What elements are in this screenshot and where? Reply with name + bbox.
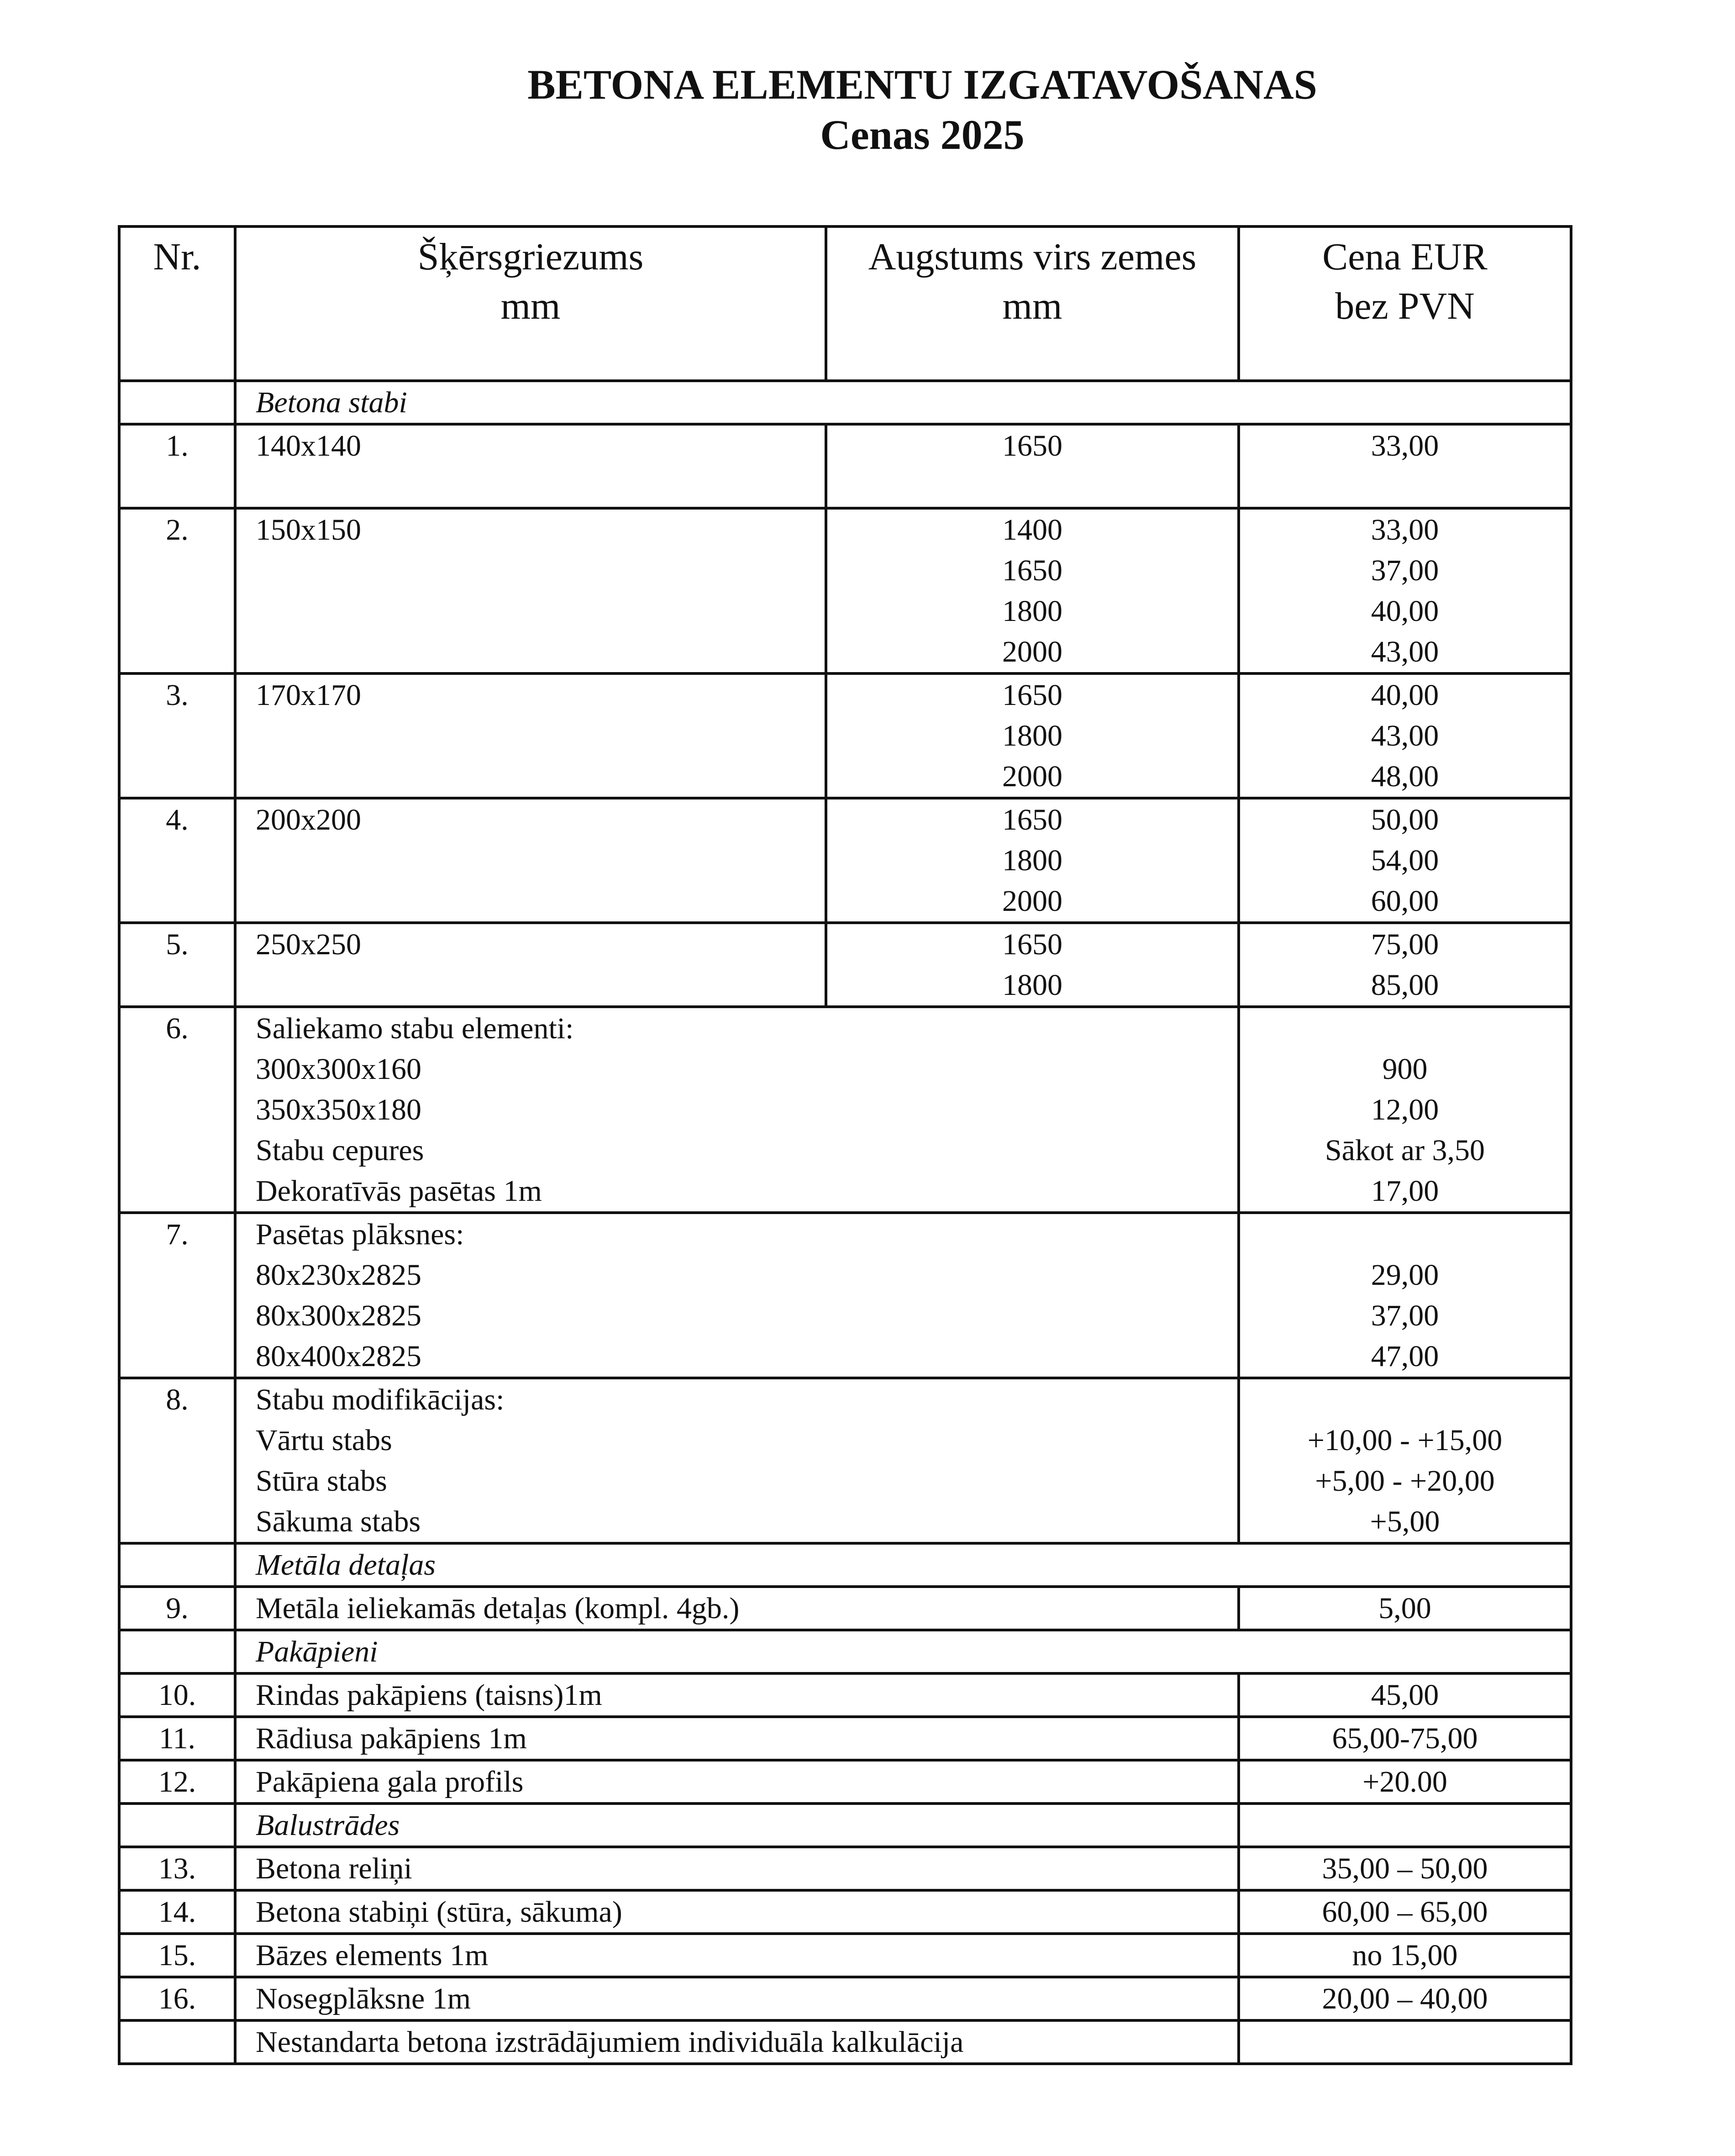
row-nr: 4. xyxy=(119,798,235,923)
table-row xyxy=(119,1213,1571,1378)
row-price: 60,00 – 65,00 xyxy=(1239,1890,1571,1934)
table-row xyxy=(119,1977,1571,2020)
note-text: Nestandarta betona izstrādājumiem individuāla kalkulācija xyxy=(235,2020,1239,2064)
row-nr: 10. xyxy=(119,1673,235,1717)
row-nr: 13. xyxy=(119,1847,235,1890)
row-prices: 33,00 xyxy=(1239,424,1571,508)
row-nr: 15. xyxy=(119,1934,235,1977)
row-section: 170x170 xyxy=(235,673,826,798)
row-nr: 5. xyxy=(119,923,235,1007)
row-prices: +10,00 - +15,00 +5,00 - +20,00 +5,00 xyxy=(1239,1378,1571,1543)
table-row xyxy=(119,1717,1571,1760)
row-prices: 29,00 37,00 47,00 xyxy=(1239,1213,1571,1378)
row-nr: 1. xyxy=(119,424,235,508)
row-section: 200x200 xyxy=(235,798,826,923)
table-row xyxy=(119,673,1571,798)
document-title xyxy=(0,59,1735,160)
table-row xyxy=(119,508,1571,673)
row-price: no 15,00 xyxy=(1239,1934,1571,1977)
table-row xyxy=(119,1890,1571,1934)
title-line-1: BETONA ELEMENTU IZGATAVOŠANAS xyxy=(527,61,1317,108)
row-text: Stabu modifikācijas: Vārtu stabs Stūra stabs Sākuma stabs xyxy=(235,1378,1239,1543)
section-pakapieni: Pakāpieni xyxy=(235,1630,1571,1673)
note-row xyxy=(119,2020,1571,2064)
section-row xyxy=(119,1804,1571,1847)
row-prices: 900 12,00 Sākot ar 3,50 17,00 xyxy=(1239,1007,1571,1213)
section-betona-stabi: Betona stabi xyxy=(235,381,1571,424)
title-line-2: Cenas 2025 xyxy=(820,111,1025,158)
table-row xyxy=(119,1007,1571,1213)
row-heights: 1650 1800 2000 xyxy=(826,673,1239,798)
header-section: Šķērsgriezums mm xyxy=(235,226,826,381)
row-text: Bāzes elements 1m xyxy=(235,1934,1239,1977)
section-metala-detalas: Metāla detaļas xyxy=(235,1543,1571,1587)
row-heights: 1650 xyxy=(826,424,1239,508)
price-table xyxy=(118,225,1572,2065)
row-nr: 12. xyxy=(119,1760,235,1804)
row-nr: 6. xyxy=(119,1007,235,1213)
section-row xyxy=(119,1630,1571,1673)
row-price: 45,00 xyxy=(1239,1673,1571,1717)
row-text: Rādiusa pakāpiens 1m xyxy=(235,1717,1239,1760)
table-row xyxy=(119,798,1571,923)
row-prices: 33,00 37,00 40,00 43,00 xyxy=(1239,508,1571,673)
row-heights: 1650 1800 2000 xyxy=(826,798,1239,923)
table-row xyxy=(119,424,1571,508)
row-prices: 50,00 54,00 60,00 xyxy=(1239,798,1571,923)
row-price: +20.00 xyxy=(1239,1760,1571,1804)
row-nr: 14. xyxy=(119,1890,235,1934)
section-balustrades: Balustrādes xyxy=(235,1804,1239,1847)
row-nr: 3. xyxy=(119,673,235,798)
row-section: 250x250 xyxy=(235,923,826,1007)
header-height: Augstums virs zemes mm xyxy=(826,226,1239,381)
row-nr: 8. xyxy=(119,1378,235,1543)
row-nr: 16. xyxy=(119,1977,235,2020)
table-row xyxy=(119,1847,1571,1890)
row-text: Nosegplāksne 1m xyxy=(235,1977,1239,2020)
row-nr: 2. xyxy=(119,508,235,673)
row-text: Rindas pakāpiens (taisns)1m xyxy=(235,1673,1239,1717)
header-nr: Nr. xyxy=(119,226,235,381)
header-price: Cena EUR bez PVN xyxy=(1239,226,1571,381)
row-prices: 40,00 43,00 48,00 xyxy=(1239,673,1571,798)
table-row xyxy=(119,1673,1571,1717)
row-nr: 9. xyxy=(119,1587,235,1630)
row-text: Pakāpiena gala profils xyxy=(235,1760,1239,1804)
row-price: 20,00 – 40,00 xyxy=(1239,1977,1571,2020)
table-row xyxy=(119,1587,1571,1630)
row-nr: 11. xyxy=(119,1717,235,1760)
table-row xyxy=(119,1378,1571,1543)
row-heights: 1650 1800 xyxy=(826,923,1239,1007)
row-text: Betona stabiņi (stūra, sākuma) xyxy=(235,1890,1239,1934)
row-nr: 7. xyxy=(119,1213,235,1378)
section-row xyxy=(119,381,1571,424)
row-prices: 75,00 85,00 xyxy=(1239,923,1571,1007)
row-heights: 1400 1650 1800 2000 xyxy=(826,508,1239,673)
table-row xyxy=(119,1934,1571,1977)
row-price: 5,00 xyxy=(1239,1587,1571,1630)
row-text: Betona reliņi xyxy=(235,1847,1239,1890)
row-section: 140x140 xyxy=(235,424,826,508)
section-row xyxy=(119,1543,1571,1587)
row-section: 150x150 xyxy=(235,508,826,673)
row-text: Saliekamo stabu elementi: 300x300x160 350x350x180 Stabu cepures Dekoratīvās pasētas 1m xyxy=(235,1007,1239,1213)
table-header-row xyxy=(119,226,1571,381)
row-text: Metāla ieliekamās detaļas (kompl. 4gb.) xyxy=(235,1587,1239,1630)
table-row xyxy=(119,1760,1571,1804)
table-row xyxy=(119,923,1571,1007)
row-price: 35,00 – 50,00 xyxy=(1239,1847,1571,1890)
row-text: Pasētas plāksnes: 80x230x2825 80x300x2825 80x400x2825 xyxy=(235,1213,1239,1378)
row-price: 65,00-75,00 xyxy=(1239,1717,1571,1760)
